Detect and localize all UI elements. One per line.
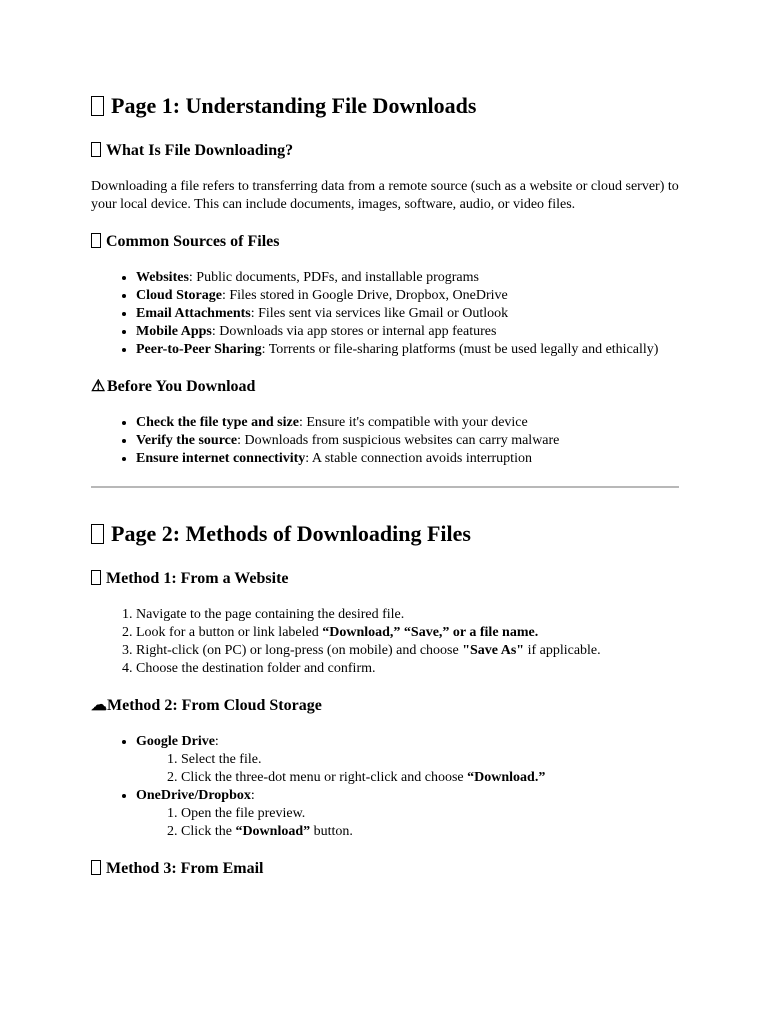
list-item: 1. Select the file. xyxy=(181,751,679,769)
list-item: • Check the file type and size: Ensure it's compatible with your device xyxy=(136,414,679,432)
method2-list xyxy=(91,733,679,841)
sources-list xyxy=(91,269,679,359)
what-is-body: Downloading a file refers to transferring data from a remote source (such as a website or cloud server) to your local device. This can include documents, images, software, audio, or video files. xyxy=(91,179,679,212)
list-item: • Websites: Public documents, PDFs, and installable programs xyxy=(136,269,679,287)
missing-glyph-icon xyxy=(91,142,101,157)
missing-glyph-icon xyxy=(91,96,104,116)
list-item: • Mobile Apps: Downloads via app stores or internal app features xyxy=(136,323,679,341)
method2-heading: ☁Method 2: From Cloud Storage xyxy=(91,695,679,717)
before-download-list xyxy=(91,414,679,468)
list-item: 3. Right-click (on PC) or long-press (on mobile) and choose "Save As" if applicable. xyxy=(136,642,679,660)
onedrive-steps xyxy=(136,805,679,841)
section-divider xyxy=(91,486,679,488)
before-download-heading: ⚠ Before You Download xyxy=(91,376,679,398)
page1-title: Page 1: Understanding File Downloads xyxy=(91,90,679,122)
missing-glyph-icon xyxy=(91,860,101,875)
list-item: • Email Attachments: Files sent via services like Gmail or Outlook xyxy=(136,305,679,323)
list-item: 2. Click the three-dot menu or right-click and choose “Download.” xyxy=(181,769,679,787)
cloud-icon: ☁ xyxy=(91,697,107,714)
warning-icon: ⚠ xyxy=(91,378,106,395)
list-item: • Google Drive: 1. Select the file. 2. Click the three-dot menu or right-click and choose “Download.” xyxy=(136,733,679,787)
list-item: • Verify the source: Downloads from suspicious websites can carry malware xyxy=(136,432,679,450)
list-item: • Peer-to-Peer Sharing: Torrents or file-sharing platforms (must be used legally and ethically) xyxy=(136,341,679,359)
document-content xyxy=(91,90,679,880)
what-is-heading: What Is File Downloading? xyxy=(91,140,679,162)
missing-glyph-icon xyxy=(91,233,101,248)
method1-steps xyxy=(91,606,679,678)
list-item: • Ensure internet connectivity: A stable connection avoids interruption xyxy=(136,450,679,468)
list-item: 4. Choose the destination folder and confirm. xyxy=(136,660,679,678)
list-item: 1. Navigate to the page containing the desired file. xyxy=(136,606,679,624)
page2-title: Page 2: Methods of Downloading Files xyxy=(91,518,679,550)
method3-heading: Method 3: From Email xyxy=(91,858,679,880)
gdrive-steps xyxy=(136,751,679,787)
list-item: 1. Open the file preview. xyxy=(181,805,679,823)
list-item: 2. Look for a button or link labeled “Download,” “Save,” or a file name. xyxy=(136,624,679,642)
list-item: • OneDrive/Dropbox: 1. Open the file preview. 2. Click the “Download” button. xyxy=(136,787,679,841)
missing-glyph-icon xyxy=(91,570,101,585)
missing-glyph-icon xyxy=(91,524,104,544)
sources-heading: Common Sources of Files xyxy=(91,231,679,253)
list-item: 2. Click the “Download” button. xyxy=(181,823,679,841)
list-item: • Cloud Storage: Files stored in Google Drive, Dropbox, OneDrive xyxy=(136,287,679,305)
method1-heading: Method 1: From a Website xyxy=(91,568,679,590)
